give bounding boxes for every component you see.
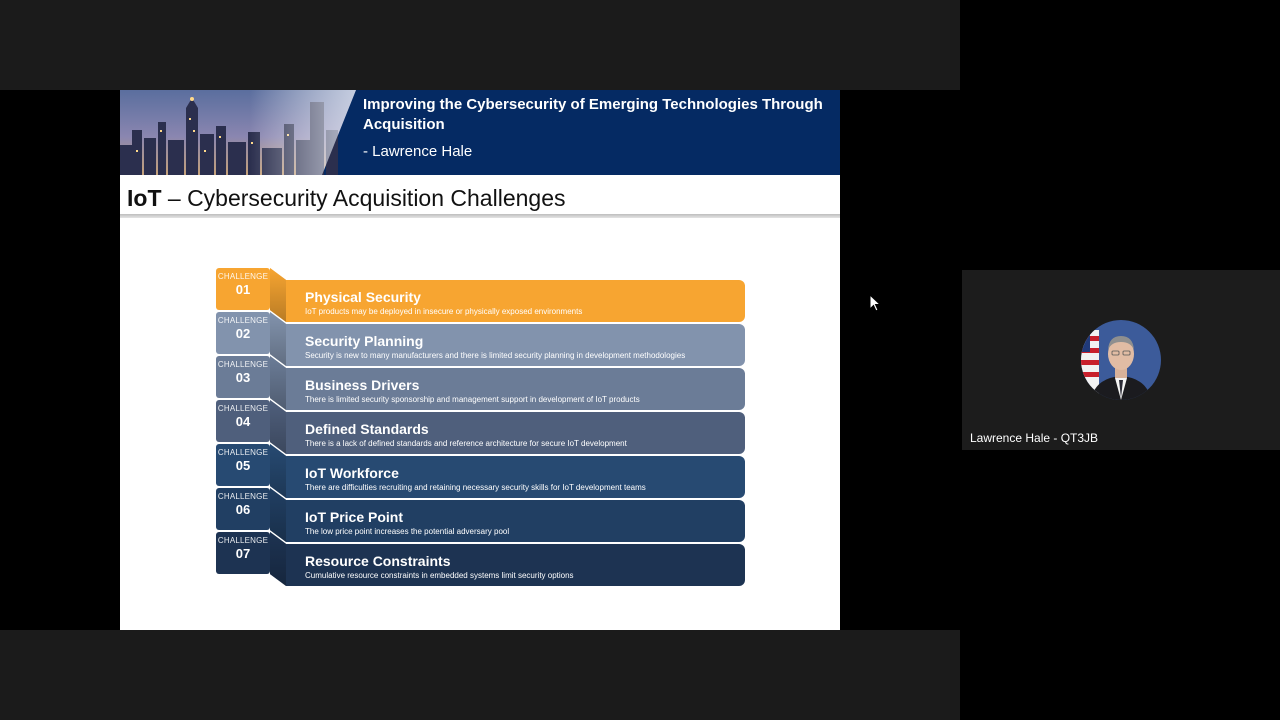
- challenge-title: Security Planning: [305, 333, 424, 349]
- challenge-row: [216, 492, 746, 546]
- challenge-description: There is a lack of defined standards and reference architecture for secure IoT development: [305, 439, 627, 448]
- challenge-title: IoT Price Point: [305, 509, 404, 525]
- letterbox-bottom: [0, 630, 960, 720]
- challenge-fold: [270, 268, 286, 322]
- challenge-tab: [216, 268, 270, 310]
- challenge-bar: [286, 280, 745, 322]
- challenge-row: [216, 404, 746, 458]
- challenge-number: 04: [235, 414, 251, 429]
- challenge-bar: [286, 324, 745, 366]
- challenge-title: IoT Workforce: [305, 465, 399, 481]
- challenge-number: 06: [235, 502, 251, 517]
- slide-title-bold: IoT: [127, 185, 162, 211]
- challenge-number: 03: [235, 370, 251, 385]
- challenge-row: [216, 272, 746, 326]
- challenge-description: Security is new to many manufacturers and there is limited security planning in development methodologies: [305, 351, 686, 360]
- mouse-cursor-icon: [869, 294, 881, 312]
- challenge-tab-word: CHALLENGE: [217, 316, 269, 325]
- challenge-bar: [286, 412, 745, 454]
- challenge-title: Defined Standards: [305, 421, 429, 437]
- letterbox-top: [0, 0, 960, 90]
- challenge-row: [216, 316, 746, 370]
- participant-name: Lawrence Hale - QT3JB: [970, 431, 1099, 445]
- challenge-bar: [286, 500, 745, 542]
- challenge-number: 01: [235, 282, 251, 297]
- challenge-tab-word: CHALLENGE: [217, 448, 269, 457]
- challenge-bar: [286, 456, 745, 498]
- challenge-tab-word: CHALLENGE: [217, 272, 269, 281]
- challenge-number: 07: [235, 546, 251, 561]
- presentation-slide: [120, 90, 840, 630]
- challenge-row: [216, 536, 746, 590]
- challenge-tab-word: CHALLENGE: [217, 492, 269, 501]
- challenge-description: Cumulative resource constraints in embedded systems limit security options: [305, 571, 574, 580]
- challenge-number: 05: [235, 458, 251, 473]
- challenge-bar: [286, 544, 745, 586]
- challenge-bar: [286, 368, 745, 410]
- participant-avatar: [1081, 320, 1161, 400]
- challenge-title: Physical Security: [305, 289, 421, 305]
- banner-title: Improving the Cybersecurity of Emerging Technologies Through Acquisition: [363, 96, 823, 133]
- challenge-tab-word: CHALLENGE: [217, 536, 269, 545]
- slide-title-rest: – Cybersecurity Acquisition Challenges: [161, 185, 566, 211]
- challenge-row: [216, 360, 746, 414]
- challenge-number: 02: [235, 326, 251, 341]
- challenge-tab-word: CHALLENGE: [217, 404, 269, 413]
- banner-author: - Lawrence Hale: [363, 143, 473, 160]
- challenge-title: Business Drivers: [305, 377, 420, 393]
- challenge-description: The low price point increases the potential adversary pool: [305, 527, 510, 536]
- challenge-row: [216, 448, 746, 502]
- challenge-description: There are difficulties recruiting and retaining necessary security skills for IoT development teams: [305, 483, 646, 492]
- challenge-description: IoT products may be deployed in insecure or physically exposed environments: [305, 307, 583, 316]
- challenge-tab-word: CHALLENGE: [217, 360, 269, 369]
- participant-video-tile[interactable]: [962, 270, 1280, 450]
- challenge-title: Resource Constraints: [305, 553, 451, 569]
- challenge-list: [120, 90, 840, 630]
- challenge-description: There is limited security sponsorship and management support in development of IoT products: [305, 395, 640, 404]
